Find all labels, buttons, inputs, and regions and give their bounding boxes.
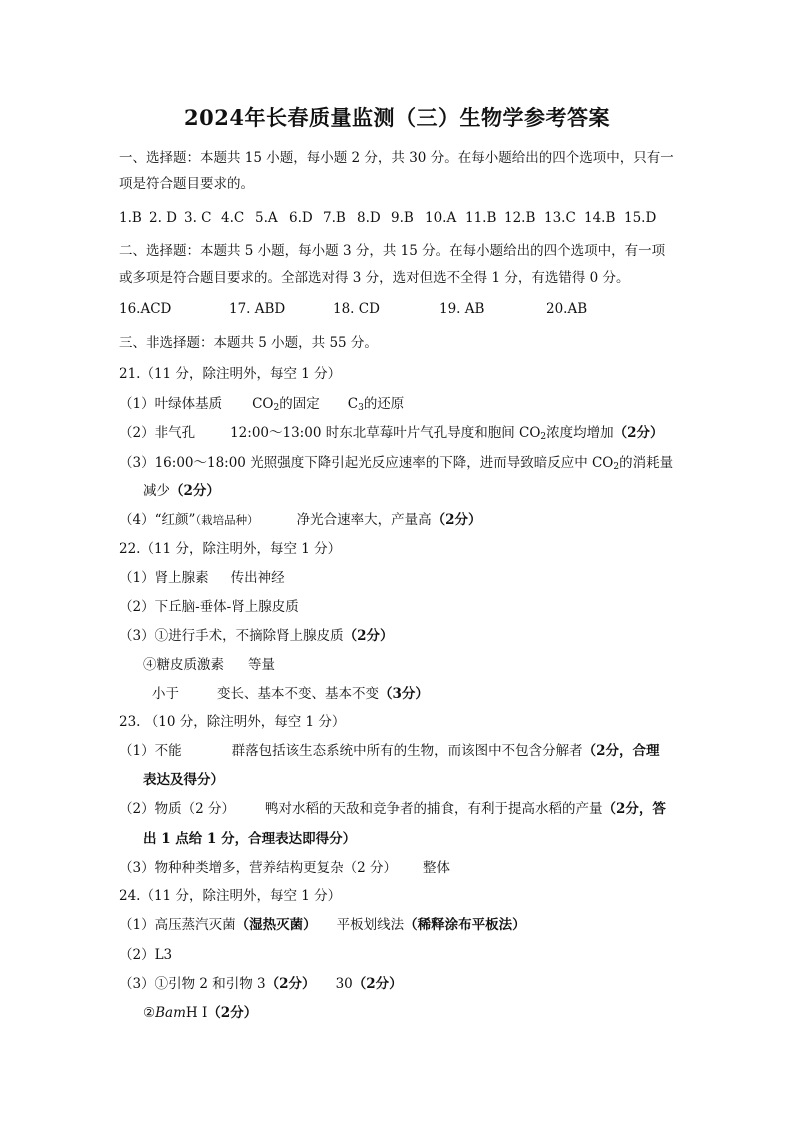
q21-answer-3: （3）16:00～18:00 光照强度下降引起光反应速率的下降，进而导致暗反应中 $CO_2$的消耗量 — [119, 455, 674, 472]
section2-instructions-line2: 或多项是符合题目要求的。全部选对得 3 分，选对但选不全得 1 分，有选错得 0 分。 — [119, 270, 630, 286]
q21-answer-1: （1）叶绿体基质 $CO_2$的固定 $C_3$的还原 — [119, 396, 405, 413]
q23-answer-3: （3）物种种类增多，营养结构更复杂（2 分） 整体 — [119, 860, 450, 876]
answer-item: 8.D — [357, 210, 381, 226]
q24-answer-1: （1）高压蒸汽灭菌（湿热灭菌） 平板划线法（稀释涂布平板法） — [119, 917, 526, 933]
score-note: （2分） — [613, 425, 664, 441]
answer-item: 2. D — [149, 210, 177, 226]
answer-item: 3. C — [184, 210, 212, 226]
answer-item: 13.C — [544, 210, 576, 226]
answer-item: 9.B — [391, 210, 414, 226]
answer-item: 19. AB — [439, 301, 485, 317]
score-note: （稀释涂布平板法） — [404, 917, 526, 933]
score-note: （2分） — [352, 976, 403, 992]
q21-heading: 21.（11 分，除注明外，每空 1 分） — [119, 366, 342, 382]
score-note: （2分） — [343, 628, 394, 644]
q22-answer-3: （3）①进行手术，不摘除肾上腺皮质（2分） — [119, 628, 394, 644]
answer-item: 5.A — [255, 210, 278, 226]
answer-item: 17. ABD — [229, 301, 286, 317]
q24-answer-3: （3）①引物 2 和引物 3（2分） 30（2分） — [119, 976, 403, 992]
section1-instructions-line2: 项是符合题目要求的。 — [119, 176, 254, 192]
q21-a1-co2: CO — [252, 396, 274, 412]
q24-heading: 24.（11 分，除注明外，每空 1 分） — [119, 888, 342, 904]
q22-answer-3c: 小于 变长、基本不变、基本不变（3分） — [152, 686, 429, 702]
q23-answer-2-cont: 出 1 点给 1 分，合理表达即得分） — [143, 831, 357, 847]
q22-heading: 22.（11 分，除注明外，每空 1 分） — [119, 541, 342, 557]
section2-answers — [119, 299, 587, 319]
q22-answer-1: （1）肾上腺素 传出神经 — [119, 570, 285, 586]
answer-item: 14.B — [584, 210, 616, 226]
q22-answer-3b: ④糖皮质激素 等量 — [143, 657, 275, 673]
score-note: （2分，合理 — [582, 743, 660, 759]
score-note: （2分） — [431, 512, 482, 528]
q23-heading: 23. （10 分，除注明外，每空 1 分） — [119, 714, 346, 730]
score-note: （2分，答 — [602, 801, 666, 817]
q23-answer-2: （2）物质（2 分） 鸭对水稻的天敌和竞争者的捕食，有利于提高水稻的产量（2分，答 — [119, 801, 666, 817]
answer-item: 6.D — [289, 210, 313, 226]
score-note: （2分） — [207, 1005, 258, 1021]
q21-answer-2: （2）非气孔 12:00～13:00 时东北草莓叶片气孔导度和胞间 $CO_2$浓度均增加（2分） — [119, 425, 664, 442]
q24-answer-3b: ②BamH I（2分） — [143, 1005, 258, 1021]
q24-answer-2: （2）L3 — [119, 947, 173, 963]
answer-item: 15.D — [624, 210, 657, 226]
score-note: （2分） — [170, 483, 220, 499]
answer-item: 20.AB — [546, 301, 588, 317]
section2-instructions-line1: 二、选择题：本题共 5 小题，每小题 3 分，共 15 分。在每小题给出的四个选项中，有一项 — [119, 243, 666, 259]
q21-a1-text: （1）叶绿体基质 — [119, 396, 223, 412]
section1-instructions-line1: 一、选择题：本题共 15 小题，每小题 2 分，共 30 分。在每小题给出的四个选项中，只有一 — [119, 150, 674, 166]
answer-item: 11.B — [465, 210, 497, 226]
score-note: （3分） — [379, 686, 429, 702]
q21-answer-4: （4）“红颜”（栽培品种） 净光合速率大，产量高（2分） — [119, 512, 482, 528]
answer-item: 4.C — [221, 210, 245, 226]
page-title: 2024年长春质量监测（三）生物学参考答案 — [184, 105, 610, 130]
answer-item: 1.B — [119, 210, 142, 226]
score-note: （2分） — [265, 976, 316, 992]
answer-item: 7.B — [323, 210, 346, 226]
q23-answer-1-cont: 表达及得分） — [143, 772, 224, 788]
section3-instructions: 三、非选择题：本题共 5 小题，共 55 分。 — [119, 335, 378, 351]
answer-item: 10.A — [425, 210, 457, 226]
answer-item: 12.B — [504, 210, 536, 226]
q22-answer-2: （2）下丘脑-垂体-肾上腺皮质 — [119, 599, 299, 615]
q23-answer-1: （1）不能 群落包括该生态系统中所有的生物，而该图中不包含分解者（2分，合理 — [119, 743, 660, 759]
score-note: （湿热灭菌） — [235, 917, 317, 933]
q21-answer-3-cont: 减少（2分） — [143, 483, 220, 499]
section1-answers — [119, 208, 656, 228]
q21-a1-c3: C — [347, 396, 359, 412]
answer-item: 16.ACD — [119, 301, 172, 317]
answer-item: 18. CD — [333, 301, 380, 317]
